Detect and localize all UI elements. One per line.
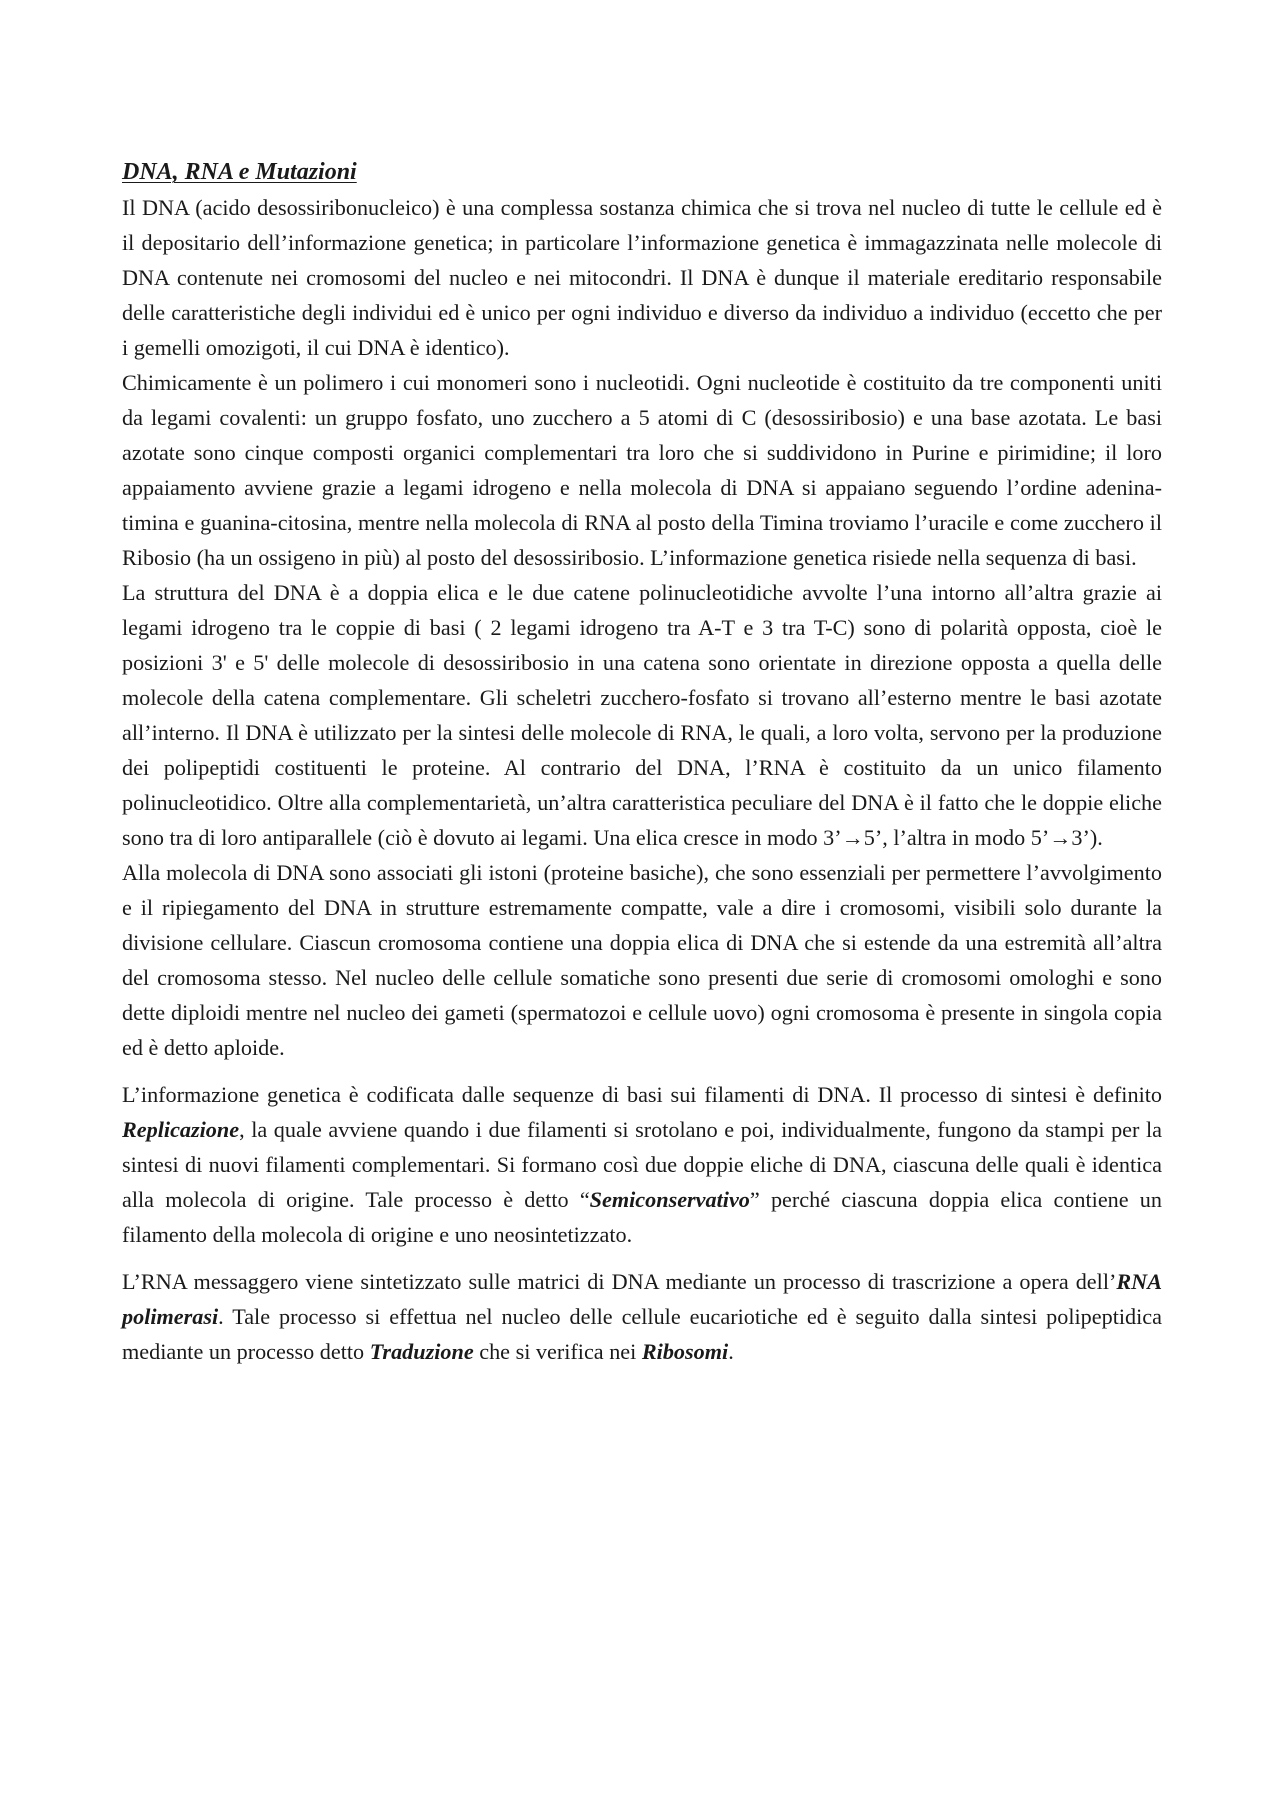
term-traduzione: Traduzione — [369, 1339, 474, 1364]
document-title: DNA, RNA e Mutazioni — [122, 159, 357, 185]
term-ribosomi: Ribosomi — [641, 1339, 729, 1364]
paragraph-text: che si verifica nei — [473, 1339, 642, 1364]
term-replicazione: Replicazione — [122, 1117, 240, 1142]
term-rna-polimerasi: RNA polimerasi — [122, 1269, 1162, 1329]
paragraph-transcription — [122, 1264, 1162, 1369]
term-semiconservativo: Semiconservativo — [589, 1187, 750, 1212]
paragraph-text: , la quale avviene quando i due filamenti si srotolano e poi, individualmente, fungono da stampi per la sintesi di nuovi filamenti complementari. Si formano così due doppie eliche di DNA, ciascuna delle quali è identica alla molecola di origine. Tale processo è detto “ — [122, 1117, 1162, 1212]
paragraph-text: . Tale processo si effettua nel nucleo delle cellule eucariotiche ed è seguito dalla sintesi polipeptidica mediante un processo detto — [122, 1304, 1162, 1364]
paragraph-nucleotides: Chimicamente è un polimero i cui monomeri sono i nucleotidi. Ogni nucleotide è costituito da tre componenti uniti da legami covalenti: un gruppo fosfato, uno zucchero a 5 atomi di C (desossiribosio) e una base azotata. Le basi azotate sono cinque composti organici complementari tra loro che si suddividono in Purine e pirimidine; il loro appaiamento avviene grazie a legami idrogeno e nella molecola di DNA si appaiano seguendo l’ordine adenina-timina e guanina-citosina, mentre nella molecola di RNA al posto della Timina troviamo l’uracile e come zucchero il Ribosio (ha un ossigeno in più) al posto del desossiribosio. L’informazione genetica risiede nella sequenza di basi. — [122, 370, 1162, 570]
paragraph-text: . — [728, 1339, 734, 1364]
paragraph-text: L’RNA messaggero viene sintetizzato sulle matrici di DNA mediante un processo di trascrizione a opera dell’ — [122, 1269, 1117, 1294]
paragraph-histones: Alla molecola di DNA sono associati gli istoni (proteine basiche), che sono essenziali per permettere l’avvolgimento e il ripiegamento del DNA in strutture estremamente compatte, vale a dire i cromosomi, visibili solo durante la divisione cellulare. Ciascun cromosoma contiene una doppia elica di DNA che si estende da una estremità all’altra del cromosoma stesso. Nel nucleo delle cellule somatiche sono presenti due serie di cromosomi omologhi e sono dette diploidi mentre nel nucleo dei gameti (spermatozoi e cellule uovo) ogni cromosoma è presente in singola copia ed è detto aploide. — [122, 860, 1162, 1060]
paragraph-text: ” perché ciascuna doppia elica contiene un filamento della molecola di origine e uno neosintetizzato. — [122, 1187, 1162, 1247]
paragraph-replication — [122, 1077, 1162, 1252]
document-body — [122, 155, 1162, 1369]
paragraph-text: L’informazione genetica è codificata dalle sequenze di basi sui filamenti di DNA. Il processo di sintesi è definito — [122, 1082, 1162, 1107]
paragraph-dna-definition: Il DNA (acido desossiribonucleico) è una complessa sostanza chimica che si trova nel nucleo di tutte le cellule ed è il depositario dell’informazione genetica; in particolare l’informazione genetica è immagazzinata nelle molecole di DNA contenute nei cromosomi del nucleo e nei mitocondri. Il DNA è dunque il materiale ereditario responsabile delle caratteristiche degli individui ed è unico per ogni individuo e diverso da individuo a individuo (eccetto che per i gemelli omozigoti, il cui DNA è identico). — [122, 195, 1162, 360]
paragraph-double-helix: La struttura del DNA è a doppia elica e le due catene polinucleotidiche avvolte l’una intorno all’altra grazie ai legami idrogeno tra le coppie di basi ( 2 legami idrogeno tra A-T e 3 tra T-C) sono di polarità opposta, cioè le posizioni 3' e 5' delle molecole di desossiribosio in una catena sono orientate in direzione opposta a quella delle molecole della catena complementare. Gli scheletri zucchero-fosfato si trovano all’esterno mentre le basi azotate all’interno. Il DNA è utilizzato per la sintesi delle molecole di RNA, le quali, a loro volta, servono per la produzione dei polipeptidi costituenti le proteine. Al contrario del DNA, l’RNA è costituito da un unico filamento polinucleotidico. Oltre alla complementarietà, un’altra caratteristica peculiare del DNA è il fatto che le doppie eliche sono tra di loro antiparallele (ciò è dovuto ai legami. Una elica cresce in modo 3’→5’, l’altra in modo 5’→3’). — [122, 580, 1162, 850]
